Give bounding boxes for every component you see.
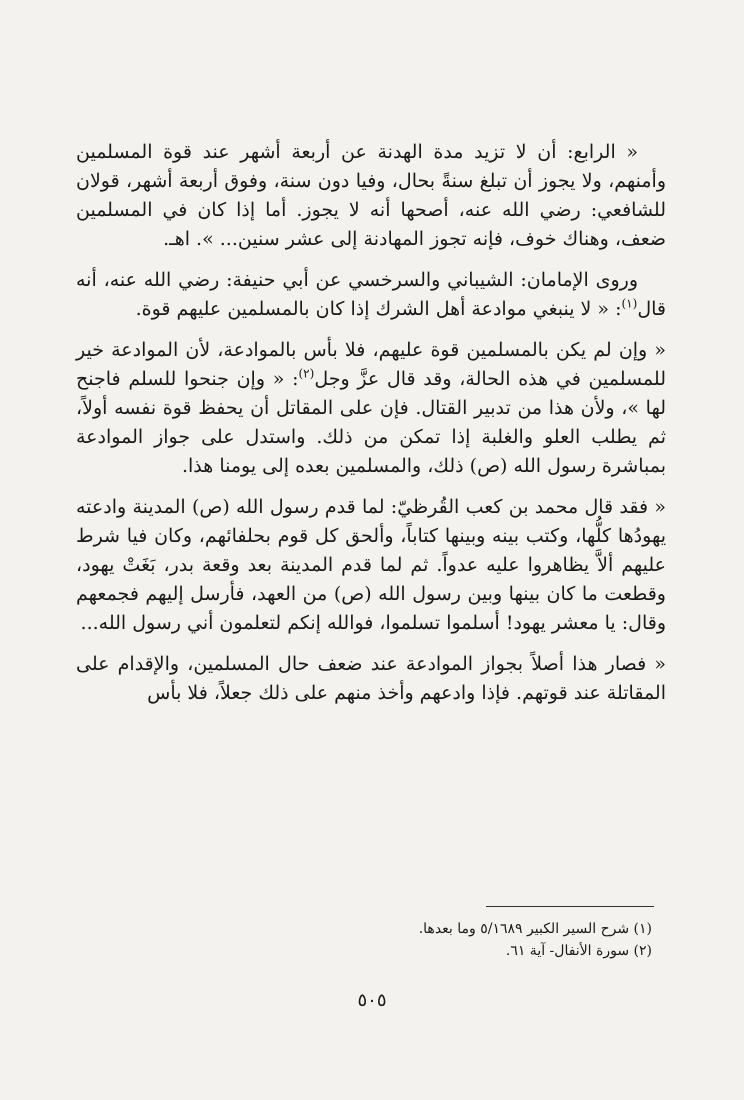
- paragraph-2-text-before: وروى الإمامان: الشيباني والسرخسي عن أبي حنيفة: رضي الله عنه، أنه قال: [76, 269, 666, 320]
- paragraph-3-text-before: « وإن لم يكن بالمسلمين قوة عليهم، فلا بأس بالموادعة، لأن الموادعة خير للمسلمين في هذه الحالة، وقد قال عزَّ وجل: [76, 339, 667, 390]
- body-text: [76, 138, 666, 720]
- page-number: ٥٠٥: [357, 990, 387, 1011]
- paragraph-3-text-after: : « وإن جنحوا للسلم فاجنح لها »، ولأن هذا من تدبير القتال. فإن على المقاتل أن يحفظ قوة نفسه أولاً، ثم يطلب العلو والغلبة إذا تمكن من ذلك. واستدل على جواز الموادعة بمباشرة رسول الله (ص) ذلك، والمسلمين بعده إلى يومنا هذا.: [76, 368, 666, 477]
- paragraph-2: [76, 266, 666, 324]
- paragraph-1: [76, 138, 666, 254]
- footnote-2: (٢) سورة الأنفال- آية ٦١.: [505, 943, 652, 959]
- paragraph-4-text: « فقد قال محمد بن كعب القُرظيّ: لما قدم رسول الله (ص) المدينة وادعته يهودُها كلُّها، وكتب بينه وبينها كتاباً، وألحق كل قوم بحلفائهم، وكان فيا شرط عليهم ألاَّ يظاهروا عليه عدواً. ثم لما قدم المدينة بعد وقعة بدر، بَغَتْ يهود، وقطعت ما كان بينها وبين رسول الله (ص) من العهد، فأرسل إليهم فجمعهم وقال: يا معشر يهود! أسلموا تسلموا، فوالله إنكم لتعلمون أني رسول الله...: [76, 496, 666, 634]
- footnote-ref-2: (٢): [298, 366, 315, 381]
- paragraph-2-text-after: : « لا ينبغي موادعة أهل الشرك إذا كان بالمسلمين عليهم قوة.: [135, 298, 622, 320]
- footnote-1: (١) شرح السير الكبير ٥/١٦٨٩ وما بعدها.: [418, 921, 652, 937]
- paragraph-1-text: « الرابع: أن لا تزيد مدة الهدنة عن أربعة أشهر عند قوة المسلمين وأمنهم، ولا يجوز أن تبلغ سنةً بحال، وفيا دون سنة، وفوق أربعة أشهر، قولان للشافعي: رضي الله عنه، أصحها أنه لا يجوز. أما إذا كان في المسلمين ضعف، وهناك خوف، فإنه تجوز المهادنة إلى عشر سنين... ». اهـ.: [76, 141, 666, 250]
- footnotes: [92, 918, 652, 962]
- paragraph-3: [76, 336, 666, 481]
- footnote-ref-1: (١): [621, 296, 638, 311]
- paragraph-5: [76, 650, 666, 708]
- paragraph-5-text: « فصار هذا أصلاً بجواز الموادعة عند ضعف حال المسلمين، والإقدام على المقاتلة عند قوتهم. فإذا وادعهم وأخذ منهم على ذلك جعلاً، فلا بأس: [76, 653, 666, 704]
- paragraph-4: [76, 493, 666, 638]
- footnote-divider: [486, 906, 654, 907]
